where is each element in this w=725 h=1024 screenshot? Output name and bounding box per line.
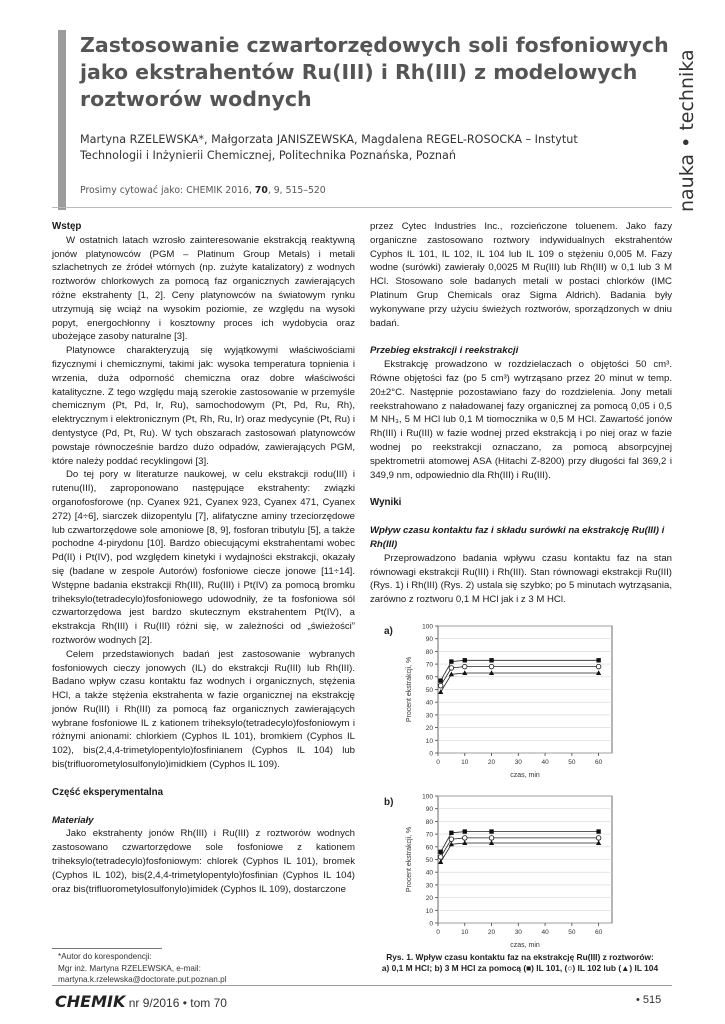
header-divider <box>52 207 672 208</box>
y-tick-label: 70 <box>425 831 433 839</box>
citation-volume: 70 <box>254 185 268 196</box>
y-tick-label: 30 <box>425 712 433 720</box>
body-paragraph: Jako ekstrahenty jonów Rh(III) i Ru(III) z roztworów wodnych zastosowano czwartorzędowe sole fosfoniowe z kationem triheksylo(tetradecylo)fosfoniowym: chlorek (Cyphos IL 101), bromek (Cyphos IL 102), bis(2,4,4-trimetylopentylo)fosfinian (Cyphos IL 104) oraz bis(trifluorometylosulfonylo)imidek (Cyphos IL 109), dostarczone <box>52 828 355 895</box>
series-line-il-104 <box>441 843 599 862</box>
data-point-il-101 <box>438 678 442 682</box>
y-tick-label: 30 <box>425 882 433 890</box>
y-tick-label: 40 <box>425 699 433 707</box>
author-line: Technologii i Inżynierii Chemicznej, Politechnika Poznańska, Poznań <box>80 149 456 162</box>
page-number: • 515 <box>636 994 662 1006</box>
x-axis-label: czas, min <box>510 772 540 779</box>
y-tick-label: 20 <box>425 895 433 903</box>
subsection-heading: Materiały <box>52 814 94 826</box>
data-point-il-101 <box>489 658 493 662</box>
x-tick-label: 40 <box>541 929 549 936</box>
citation-note <box>80 185 670 196</box>
data-point-il-104 <box>438 859 443 864</box>
data-point-il-104 <box>438 689 443 694</box>
x-tick-label: 50 <box>568 759 576 766</box>
y-tick-label: 80 <box>425 818 433 826</box>
y-tick-label: 60 <box>425 674 433 682</box>
data-point-il-104 <box>596 670 601 675</box>
x-tick-label: 50 <box>568 929 576 936</box>
data-point-il-102 <box>596 836 601 841</box>
series-line-il-102 <box>441 667 599 686</box>
body-paragraph: Do tej pory w literaturze naukowej, w celu ekstrakcji rodu(III) i rutenu(III), zaproponowano następujące ekstrahenty: związki organofosforowe (np. Cyanex 921, Cyanex 923, Cyanex 471, Cyanex 272) [4÷6], siarczek diizopentylu [7], alifatyczne aminy trzeciorzędowe lub czwartorzędowe sole amoniowe [8, 9], fosforan tributylu [5], a także pochodne 4-pirydonu [10]. Bardzo obiecującymi ekstrahentami wobec Pd(II) i Pt(IV), pod względem kinetyki i wydajności ekstrakcji, okazały się (badane w zespole Autorów) fosfoniowe ciecze jonowe [11÷14]. Wstępne badania ekstrakcji Rh(III), Ru(III) i Pt(IV) za pomocą bromku triheksylo(tetradecylo)fosfoniowego udowodniły, że ta fosfoniowa sól czwartorzędowa jest bardzo skutecznym ekstrahentem Pt(IV), a ekstrakcja Rh(III) i Ru(III) różni się, w zależności od „świeżości” roztworów wodnych [2]. <box>52 469 355 646</box>
paragraph-gap <box>370 330 672 344</box>
footnote-line: *Autor do korespondencji: <box>58 952 152 961</box>
x-tick-label: 10 <box>461 929 469 936</box>
caption-line: Rys. 1. Wpływ czasu kontaktu faz na ekstrakcję Ru(III) z roztworów: <box>386 952 654 962</box>
panel-label-b: b) <box>384 797 394 808</box>
y-tick-label: 100 <box>422 793 433 801</box>
citation-prefix: Prosimy cytować jako: CHEMIK 2016, <box>80 185 252 196</box>
data-point-il-101 <box>449 659 453 663</box>
data-point-il-101 <box>463 658 467 662</box>
data-point-il-102 <box>449 666 454 671</box>
data-point-il-101 <box>438 850 442 854</box>
data-point-il-104 <box>462 840 467 845</box>
data-point-il-101 <box>596 829 600 833</box>
y-axis-label: Procent ekstrakcji, % <box>406 826 413 893</box>
footer-issue: nr 9/2016 • tom 70 <box>128 996 227 1010</box>
y-tick-label: 10 <box>425 737 433 745</box>
title-line: jako ekstrahentów Ru(III) i Rh(III) z modelowych <box>80 60 638 84</box>
section-side-label: nauka • technika <box>676 49 698 212</box>
x-tick-label: 60 <box>594 929 603 936</box>
panel-label-a: a) <box>384 626 393 637</box>
data-point-il-101 <box>596 658 600 662</box>
series-line-il-102 <box>441 838 599 857</box>
y-tick-label: 40 <box>425 869 433 877</box>
data-point-il-102 <box>462 664 467 669</box>
author-affiliation <box>80 132 668 164</box>
data-point-il-104 <box>489 670 494 675</box>
footnote <box>58 951 358 986</box>
body-paragraph: przez Cytec Industries Inc., rozcieńczone toluenem. Jako fazy organiczne zastosowano roztwory indywidualnych ekstrahentów Cyphos IL 101, IL 102, IL 104 lub IL 109 o stężeniu 0,005 M. Fazy wodne (surówki) zawierały 0,0025 M Ru(III) lub Rh(III) w 0,1 lub 3 M HCl. Stosowano sole badanych metali w postaci chlorków (IMC Platinum Grup Chemicals oraz Sigma Aldrich). Badania były wykonywane przy użyciu świeżych roztworów, sporządzonych w dniu badań. <box>370 221 672 329</box>
chart-panel-b <box>400 790 622 952</box>
y-tick-label: 20 <box>425 725 433 733</box>
x-tick-label: 60 <box>594 759 603 766</box>
y-axis-label: Procent ekstrakcji, % <box>406 656 413 723</box>
citation-suffix: , 9, 515–520 <box>267 185 326 196</box>
body-column-left <box>52 220 355 896</box>
section-heading: Wstęp <box>52 221 82 232</box>
data-point-il-102 <box>596 664 601 669</box>
y-tick-label: 10 <box>425 907 433 915</box>
chart-panel-a <box>400 620 622 782</box>
article-title <box>80 32 670 113</box>
x-tick-label: 20 <box>487 759 496 766</box>
footer-journal <box>55 992 227 1011</box>
x-tick-label: 30 <box>514 929 522 936</box>
section-heading: Część eksperymentalna <box>52 786 164 798</box>
footnote-line: Mgr inż. Martyna RZELEWSKA, e-mail: martyna.k.rzelewska@doctorate.put.poznan.pl <box>58 963 227 984</box>
paragraph-gap <box>370 482 672 496</box>
y-tick-label: 50 <box>425 857 433 864</box>
chart-svg-a <box>400 620 622 782</box>
title-line: Zastosowanie czwartorzędowych soli fosfoniowych <box>80 33 669 57</box>
x-tick-label: 10 <box>461 759 469 766</box>
y-tick-label: 0 <box>429 920 433 928</box>
author-line: Martyna RZELEWSKA*, Małgorzata JANISZEWSKA, Magdalena REGEL-ROSOCKA – Instytut <box>80 133 578 146</box>
data-point-il-102 <box>438 855 443 860</box>
y-tick-label: 50 <box>425 687 433 694</box>
journal-logo: CHEMIK <box>55 992 126 1011</box>
y-tick-label: 60 <box>425 844 433 852</box>
data-point-il-102 <box>489 836 494 841</box>
title-accent-bar <box>58 30 66 210</box>
caption-line: a) 0,1 M HCl; b) 3 M HCl za pomocą (■) IL 101, (○) IL 102 lub (▲) IL 104 <box>381 963 659 973</box>
y-tick-label: 90 <box>425 806 433 814</box>
x-tick-label: 0 <box>436 929 440 936</box>
data-point-il-101 <box>463 829 467 833</box>
y-tick-label: 70 <box>425 661 433 669</box>
x-tick-label: 0 <box>436 759 440 766</box>
footer-rule <box>52 985 672 986</box>
series-line-il-104 <box>441 673 599 692</box>
y-tick-label: 0 <box>429 750 433 758</box>
data-point-il-104 <box>489 840 494 845</box>
subsection-heading: Przebieg ekstrakcji i reekstrakcji <box>370 345 519 357</box>
paragraph-gap <box>370 510 672 524</box>
data-point-il-102 <box>438 683 443 688</box>
data-point-il-102 <box>449 837 454 842</box>
data-point-il-102 <box>462 836 467 841</box>
x-tick-label: 40 <box>541 759 549 766</box>
paragraph-gap <box>52 772 355 786</box>
series-line-il-101 <box>441 660 599 680</box>
data-point-il-104 <box>462 670 467 675</box>
x-tick-label: 20 <box>487 929 496 936</box>
section-heading: Wyniki <box>370 497 402 509</box>
data-point-il-104 <box>596 840 601 845</box>
y-tick-label: 80 <box>425 648 433 656</box>
body-paragraph: Platynowce charakteryzują się wyjątkowymi właściwościami fizycznymi i chemicznymi, takimi jak: wysoka temperatura topnienia i wrzenia, duża odporność chemiczna oraz dobre właściwości katalityczne. Z tego względu mają szerokie zastosowanie w przemyśle chemicznym (Pt, Pd, Ir, Ru), samochodowym (Pt, Pd, Ru, Rh), elektrycznym i elektronicznym (Pt, Rh, Ru, Ir) oraz medycynie (Pt, Ru) i dentystyce (Pd, Pt, Ru). W tych obszarach zastosowań platynowców powstaje równocześnie bardzo dużo odpadów, zawierających PGM, które należy poddać recyklingowi [3]. <box>52 345 355 467</box>
y-tick-label: 100 <box>422 623 433 631</box>
x-axis-label: czas, min <box>510 942 540 949</box>
footnote-rule <box>52 948 162 949</box>
data-point-il-101 <box>449 831 453 835</box>
body-paragraph: Przeprowadzono badania wpływu czasu kontaktu faz na stan równowagi ekstrakcji Ru(III) i Rh(III). Stan równowagi ekstrakcji Ru(III) (Rys. 1) i Rh(III) (Rys. 2) ustala się szybko; po 5 minutach wytrząsania, zarówno z roztworu 0,1 M HCl jak i z 3 M HCl. <box>370 552 672 606</box>
body-paragraph: W ostatnich latach wzrosło zainteresowanie ekstrakcją reaktywną jonów platynowców (PGM – Platinum Group Metals) i metali szlachetnych ze źródeł wtórnych (np. zużyte katalizatory) z wodnych roztworów chlorkowych za pomocą faz organicznych zawierających różne ekstrahenty [1, 2]. Ceny platynowców na światowym rynku utrzymują się wciąż na wysokim poziomie, ze względu na wysoki popyt, energochłonny i kosztowny proces ich wydobycia oraz ubożejące zasoby naturalne [3]. <box>52 234 355 343</box>
body-paragraph: Ekstrakcję prowadzono w rozdzielaczach o objętości 50 cm³. Równe objętości faz (po 5 cm³) wytrząsano przez 20 minut w temp. 20±2°C. Następnie pozostawiano fazy do rozdzielenia. Jony metali reekstrahowano z naładowanej fazy organicznej za pomocą 0,05 i 0,5 M NH₃, 5 M HCl lub 0,1 M tiomocznika w 0,5 M HCl. Zawartość jonów Rh(III) i Ru(III) w fazie wodnej przed ekstrakcją i po niej oraz w fazie wodnej po reekstrakcji oznaczano, za pomocą absorpcyjnej spektrometrii atomowej ASA (Hitachi Z-8200) przy długości fal 369,2 i 349,9 nm, odpowiednio dla Rh(III) i Ru(III). <box>370 359 672 481</box>
body-column-right <box>370 220 672 607</box>
subsection-heading: Wpływ czasu kontaktu faz i składu surówki na ekstrakcję Ru(III) i Rh(III) <box>370 525 665 550</box>
chart-svg-b <box>400 790 622 952</box>
data-point-il-102 <box>489 664 494 669</box>
title-line: roztworów wodnych <box>80 87 312 111</box>
y-tick-label: 90 <box>425 636 433 644</box>
paragraph-gap <box>52 800 355 814</box>
data-point-il-101 <box>489 829 493 833</box>
body-paragraph: Celem przedstawionych badań jest zastosowanie wybranych fosfoniowych cieczy jonowych (IL) do ekstrakcji Ru(III) lub Rh(III). Badano wpływ czasu kontaktu faz wodnych i organicznych, stężenia HCl, a także stężenia ekstrahenta w fazie organicznej na ekstrakcję jonów Ru(III) i Rh(III) za pomocą faz organicznych zawierających wybrane fosfoniowe IL z kationem triheksylo(tetradecylo)fosfoniowym i różnymi anionami: chlorkiem (Cyphos IL 101), bromkiem (Cyphos IL 102), bis(2,4,4-trimetylopentylo)fosfinianem (Cyphos IL 104) lub bis(trifluorometylosulfonylo)imidkiem (Cyphos IL 109). <box>52 648 355 771</box>
figure-caption <box>368 952 672 974</box>
x-tick-label: 30 <box>514 759 522 766</box>
